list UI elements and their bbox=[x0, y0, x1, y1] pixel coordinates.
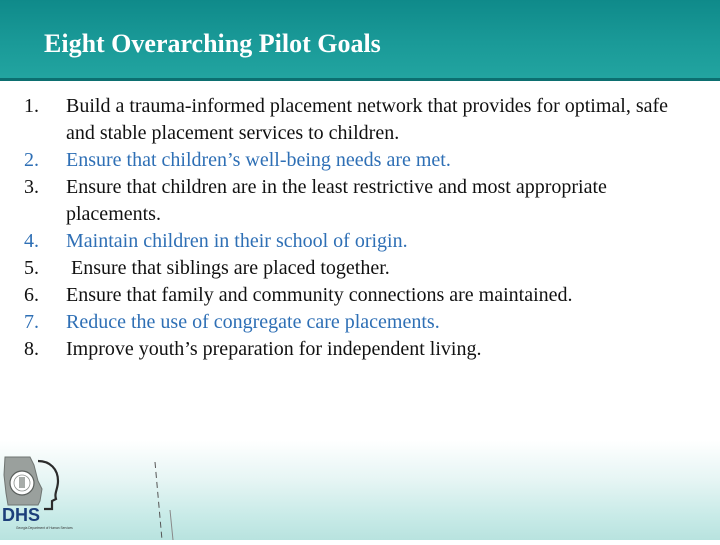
goal-item-6 bbox=[0, 282, 700, 309]
goal-item-2 bbox=[0, 147, 700, 174]
goal-number: 1. bbox=[24, 95, 39, 117]
goal-text: Ensure that siblings are placed together. bbox=[66, 257, 390, 279]
goal-text: Improve youth’s preparation for independent living. bbox=[66, 338, 482, 360]
goal-item-1 bbox=[0, 93, 700, 147]
goal-item-8 bbox=[0, 336, 700, 363]
goal-text: Ensure that children are in the least restrictive and most appropriate placements. bbox=[66, 176, 607, 225]
title-bar-divider bbox=[0, 78, 720, 81]
footer-line bbox=[170, 510, 173, 540]
footer-line bbox=[155, 462, 162, 540]
goal-number: 7. bbox=[24, 311, 39, 333]
goal-item-7 bbox=[0, 309, 700, 336]
goal-item-4 bbox=[0, 228, 700, 255]
goal-number: 8. bbox=[24, 338, 39, 360]
logo-subtitle: Georgia Department of Human Services bbox=[16, 526, 73, 530]
goal-number: 3. bbox=[24, 176, 39, 198]
goal-number: 6. bbox=[24, 284, 39, 306]
goal-text: Build a trauma-informed placement network that provides for optimal, safe and stable placement services to children. bbox=[66, 95, 669, 144]
slide-title: Eight Overarching Pilot Goals bbox=[44, 29, 381, 58]
logo-text: DHS bbox=[2, 505, 41, 525]
goals-list bbox=[0, 93, 700, 363]
goal-number: 2. bbox=[24, 149, 39, 171]
goal-text: Maintain children in their school of origin. bbox=[66, 230, 408, 252]
goal-number: 5. bbox=[24, 257, 39, 279]
goal-text: Ensure that family and community connections are maintained. bbox=[66, 284, 573, 306]
footer-band bbox=[0, 440, 720, 540]
goal-item-3 bbox=[0, 174, 700, 228]
footer-decoration bbox=[0, 440, 720, 540]
georgia-dhs-icon bbox=[0, 455, 73, 540]
goal-number: 4. bbox=[24, 230, 39, 252]
goal-text: Reduce the use of congregate care placements. bbox=[66, 311, 440, 333]
dhs-logo bbox=[0, 455, 73, 540]
goal-text: Ensure that children’s well-being needs are met. bbox=[66, 149, 451, 171]
goal-item-5 bbox=[0, 255, 700, 282]
